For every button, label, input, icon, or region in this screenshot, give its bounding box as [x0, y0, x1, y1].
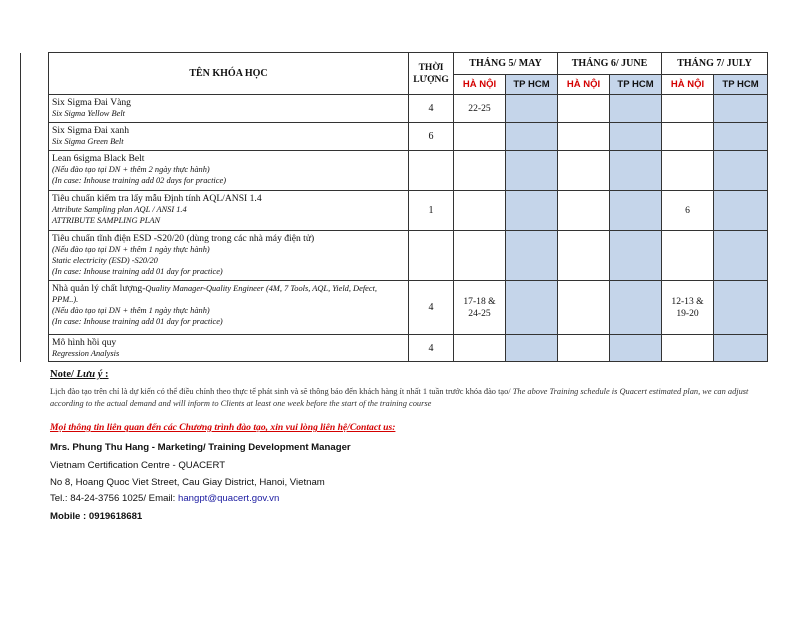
contact-org: Vietnam Certification Centre - QUACERT	[50, 460, 226, 471]
contact-name: Mrs. Phung Thu Hang - Marketing/ Training Development Manager	[50, 442, 351, 453]
note-text: Lịch đào tạo trên chỉ là dự kiến có thể điều chỉnh theo thực tế phát sinh và sẽ thông báo đến khách hàng ít nhất 1 tuần trước khóa đào tạo/ The above Training schedule is Quacert estimated plan, we can adjust according to the actual demand and will inform to Clients at least one week before the start of the training course	[50, 387, 749, 408]
may-hanoi-cell: 17-18 & 24-25	[454, 281, 506, 335]
july-hanoi-cell: 12-13 & 19-20	[662, 281, 714, 335]
duration-header: THỜI LƯỢNG	[409, 53, 454, 95]
course-name-header: TÊN KHÓA HỌC	[49, 53, 409, 95]
contact-tel-email: Tel.: 84-24-3756 1025/ Email: hangpt@quacert.gov.vn	[50, 493, 280, 504]
duration-cell: 1	[409, 191, 454, 231]
duration-cell: 6	[409, 123, 454, 151]
email-link[interactable]: hangpt@quacert.gov.vn	[178, 493, 280, 504]
month-may-header: THÁNG 5/ MAY	[454, 53, 558, 75]
july-hcm-header: TP HCM	[714, 75, 768, 95]
duration-cell: 4	[409, 335, 454, 362]
header-row-months	[21, 53, 768, 75]
june-hanoi-header: HÀ NỘI	[558, 75, 610, 95]
month-july-header: THÁNG 7/ JULY	[662, 53, 768, 75]
course-cell: Tiêu chuẩn tĩnh điện ESD -S20/20 (dùng trong các nhà máy điện tử) (Nếu đào tạo tại DN + thêm 1 ngày thực hành) Static electricity (ESD) -S20/20 (In case: Inhouse training add 01 day for practice)	[49, 231, 409, 281]
july-hanoi-header: HÀ NỘI	[662, 75, 714, 95]
duration-cell: 4	[409, 95, 454, 123]
course-cell: Six Sigma Đai xanh Six Sigma Green Belt	[49, 123, 409, 151]
margin-cell	[21, 53, 49, 95]
course-cell: Tiêu chuẩn kiểm tra lấy mẫu Định tính AQL/ANSI 1.4 Attribute Sampling plan AQL / ANSI 1.4 ATTRIBUTE SAMPLING PLAN	[49, 191, 409, 231]
note-title: Note/ Lưu ý :	[50, 369, 109, 380]
contact-mobile: Mobile : 0919618681	[50, 511, 143, 522]
may-hanoi-cell: 22-25	[454, 95, 506, 123]
table-row	[21, 95, 768, 123]
table-row	[21, 335, 768, 362]
table-row	[21, 281, 768, 335]
contact-title: Mọi thông tin liên quan đến các Chương trình đào tạo, xin vui lòng liên hệ/Contact us:	[50, 422, 396, 433]
course-cell: Six Sigma Đai Vàng Six Sigma Yellow Belt	[49, 95, 409, 123]
may-hanoi-header: HÀ NỘI	[454, 75, 506, 95]
table-row	[21, 191, 768, 231]
may-hcm-header: TP HCM	[506, 75, 558, 95]
course-cell: Nhà quản lý chất lượng-Quality Manager-Quality Engineer (4M, 7 Tools, AQL, Yield, Defect, PPM..). (Nếu đào tạo tại DN + thêm 1 ngày thực hành) (In case: Inhouse training add 01 day for practice)	[49, 281, 409, 335]
course-cell: Mô hình hồi quy Regression Analysis	[49, 335, 409, 362]
table-row	[21, 151, 768, 191]
table-row	[21, 123, 768, 151]
month-june-header: THÁNG 6/ JUNE	[558, 53, 662, 75]
course-cell: Lean 6sigma Black Belt (Nếu đào tạo tại DN + thêm 2 ngày thực hành) (In case: Inhouse training add 02 days for practice)	[49, 151, 409, 191]
june-hcm-header: TP HCM	[610, 75, 662, 95]
table-row	[21, 231, 768, 281]
duration-cell: 4	[409, 281, 454, 335]
contact-address: No 8, Hoang Quoc Viet Street, Cau Giay District, Hanoi, Vietnam	[50, 477, 325, 488]
training-schedule-table	[20, 52, 768, 362]
july-hanoi-cell: 6	[662, 191, 714, 231]
